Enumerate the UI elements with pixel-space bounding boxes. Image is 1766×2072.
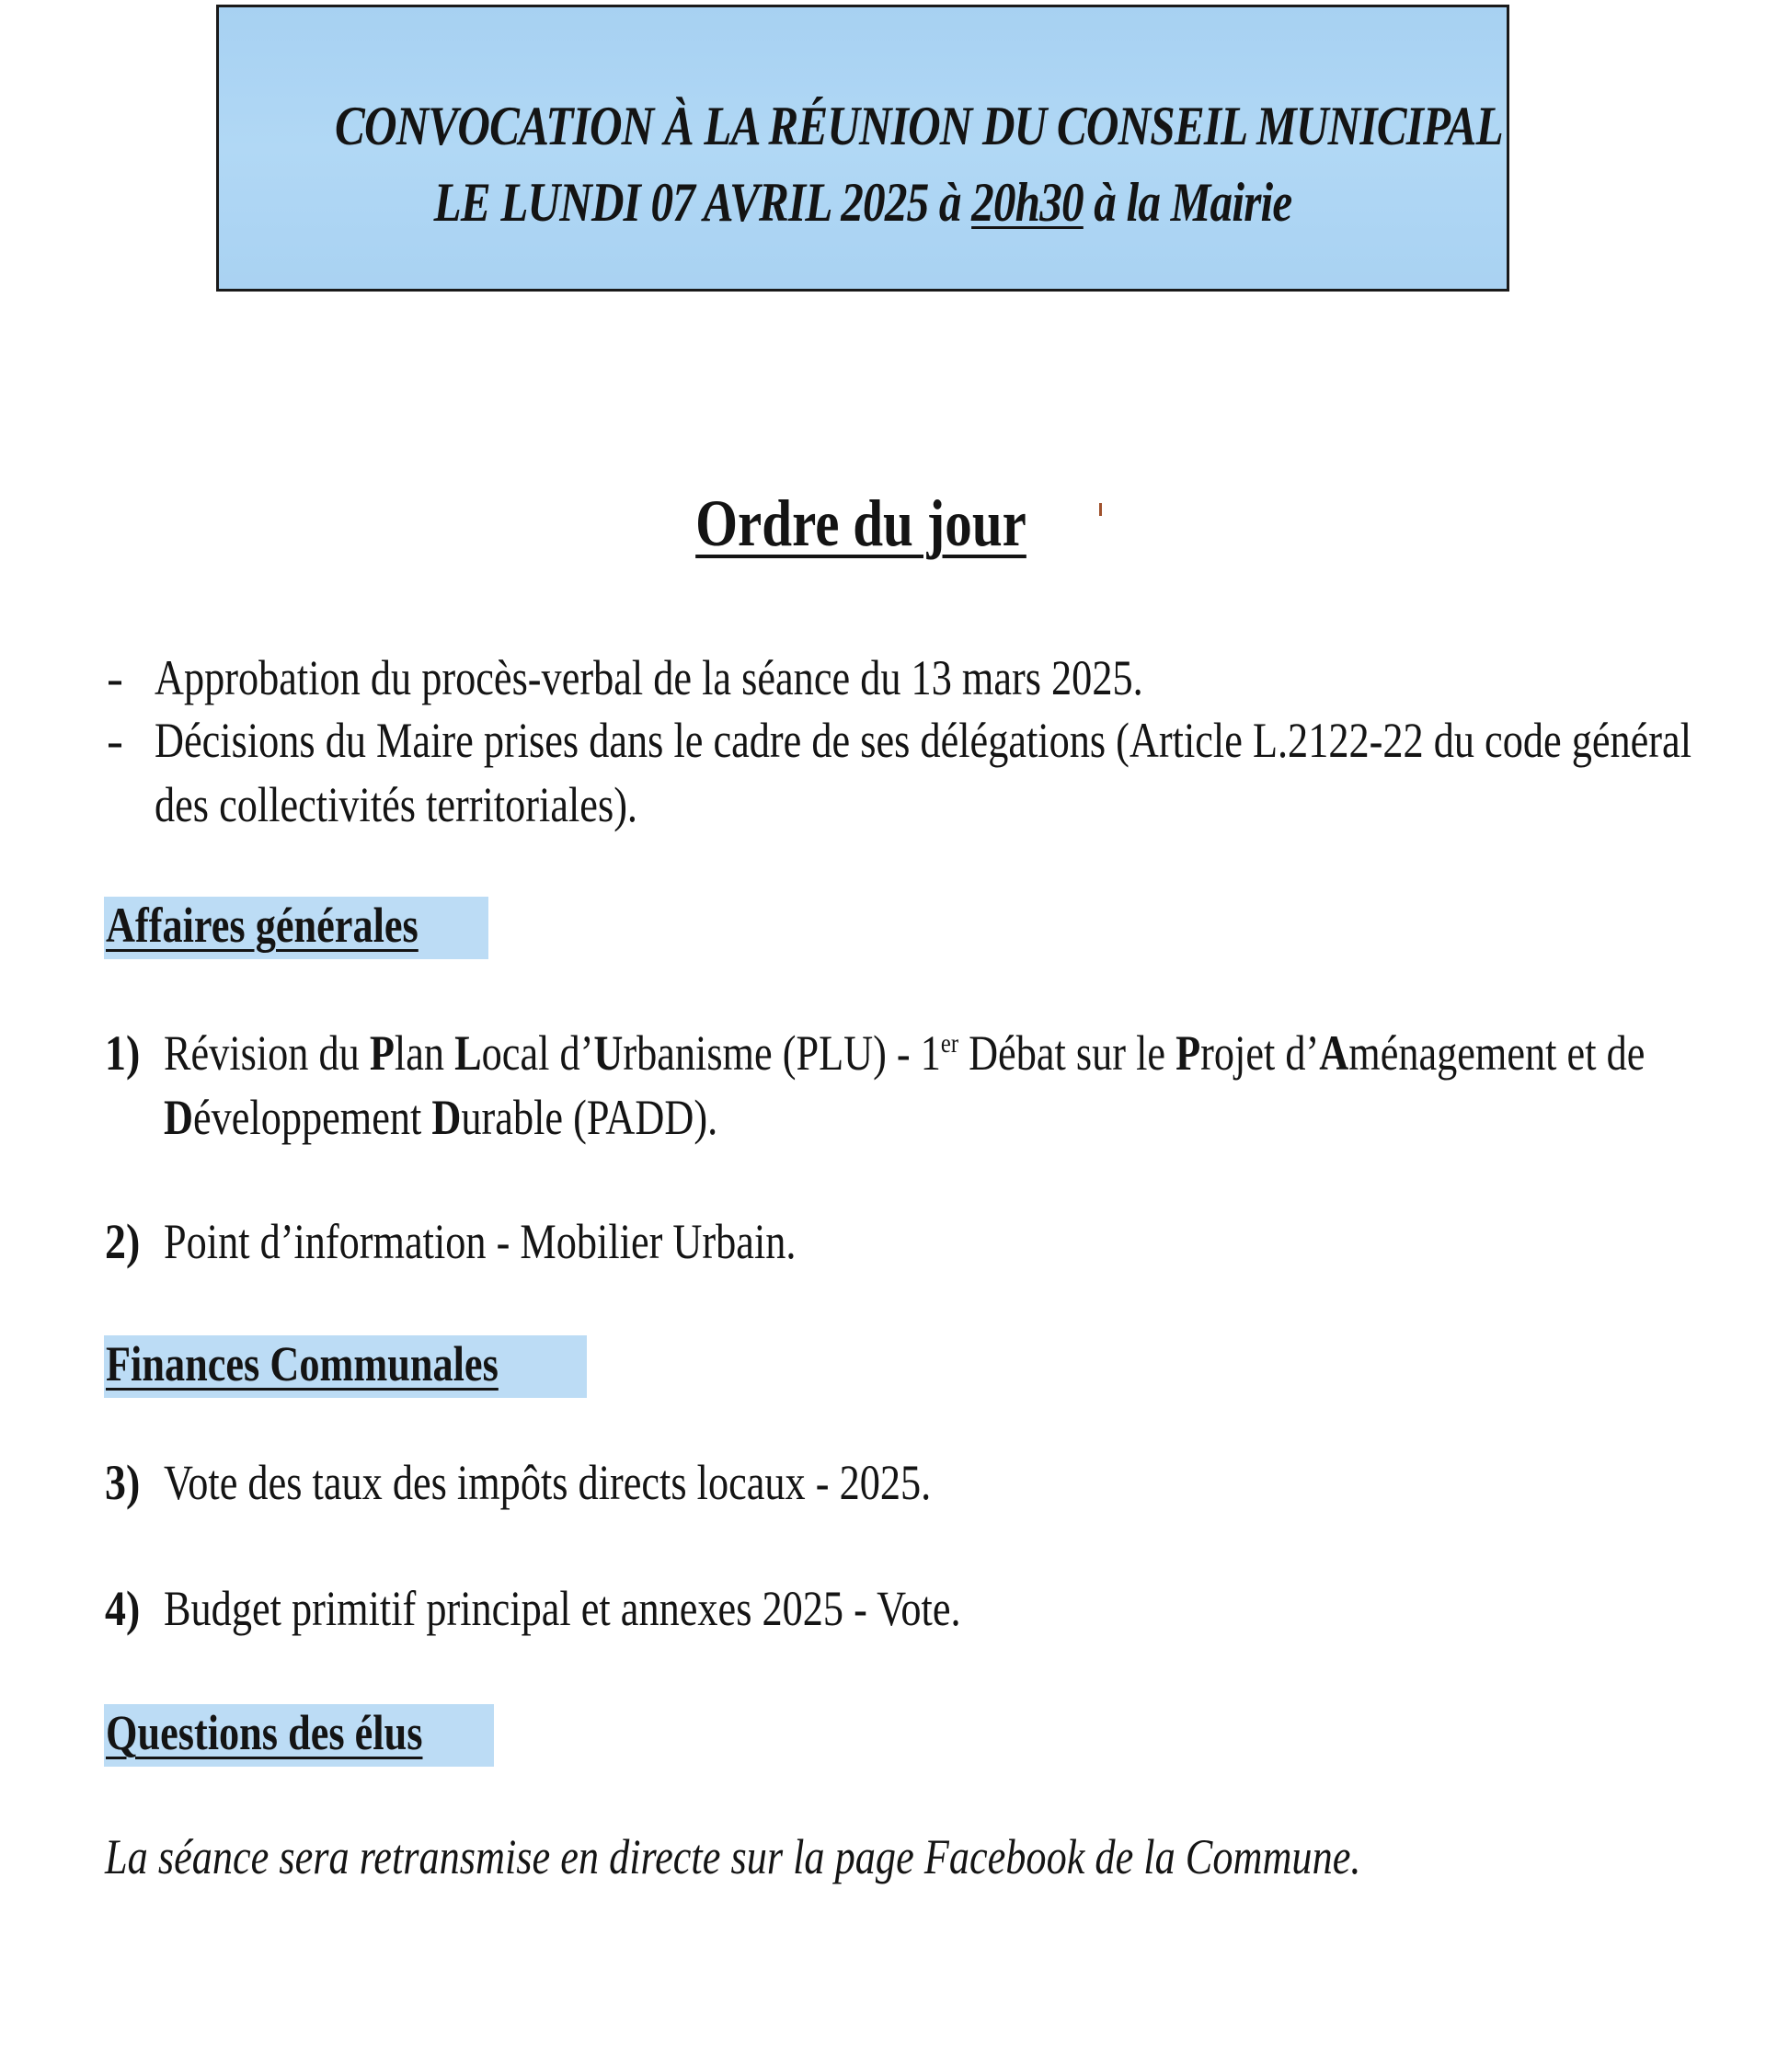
stray-mark — [1099, 503, 1102, 516]
section-heading-elected-questions — [104, 1704, 494, 1767]
section-heading-text: Affaires générales — [106, 898, 419, 953]
convocation-header-box — [216, 5, 1509, 292]
item-plu-revision-line1: Révision du Plan Local d’Urbanisme (PLU) - 1er Débat sur le Projet d’Aménagement et de — [164, 1025, 1646, 1081]
bullet-dash: - — [107, 650, 123, 705]
broadcast-note: La séance sera retransmise en directe sur la page Facebook de la Commune. — [105, 1829, 1361, 1884]
bullet-dash: - — [107, 713, 123, 768]
agenda-title — [155, 486, 1566, 562]
convocation-title: CONVOCATION À LA RÉUNION DU CONSEIL MUNICIPAL — [335, 96, 1503, 156]
item-plu-revision-line2: Développement Durable (PADD). — [164, 1090, 718, 1145]
meeting-location: à la Mairie — [1083, 172, 1292, 233]
meeting-date-prefix: LE LUNDI 07 AVRIL 2025 à — [433, 172, 972, 233]
item-budget-vote: Budget primitif principal et annexes 2025 - Vote. — [164, 1581, 961, 1636]
section-heading-municipal-finances — [104, 1335, 587, 1398]
item-urban-furniture: Point d’information - Mobilier Urbain. — [164, 1214, 797, 1269]
section-heading-general-affairs — [104, 897, 488, 959]
item-number: 2) — [105, 1214, 141, 1269]
item-number: 4) — [105, 1581, 141, 1636]
section-heading-text: Questions des élus — [106, 1705, 423, 1760]
item-number: 1) — [105, 1025, 141, 1081]
item-number: 3) — [105, 1455, 141, 1510]
item-approval-minutes: Approbation du procès-verbal de la séance du 13 mars 2025. — [155, 650, 1143, 705]
meeting-date-line — [335, 171, 1391, 235]
meeting-time: 20h30 — [971, 172, 1084, 233]
agenda-title-text: Ordre du jour — [695, 487, 1026, 560]
item-mayor-decisions-line2: des collectivités territoriales). — [155, 777, 638, 832]
item-mayor-decisions-line1: Décisions du Maire prises dans le cadre de ses délégations (Article L.2122-22 du code général — [155, 713, 1692, 768]
item-tax-rates-vote: Vote des taux des impôts directs locaux - 2025. — [164, 1455, 932, 1510]
section-heading-text: Finances Communales — [106, 1336, 499, 1391]
